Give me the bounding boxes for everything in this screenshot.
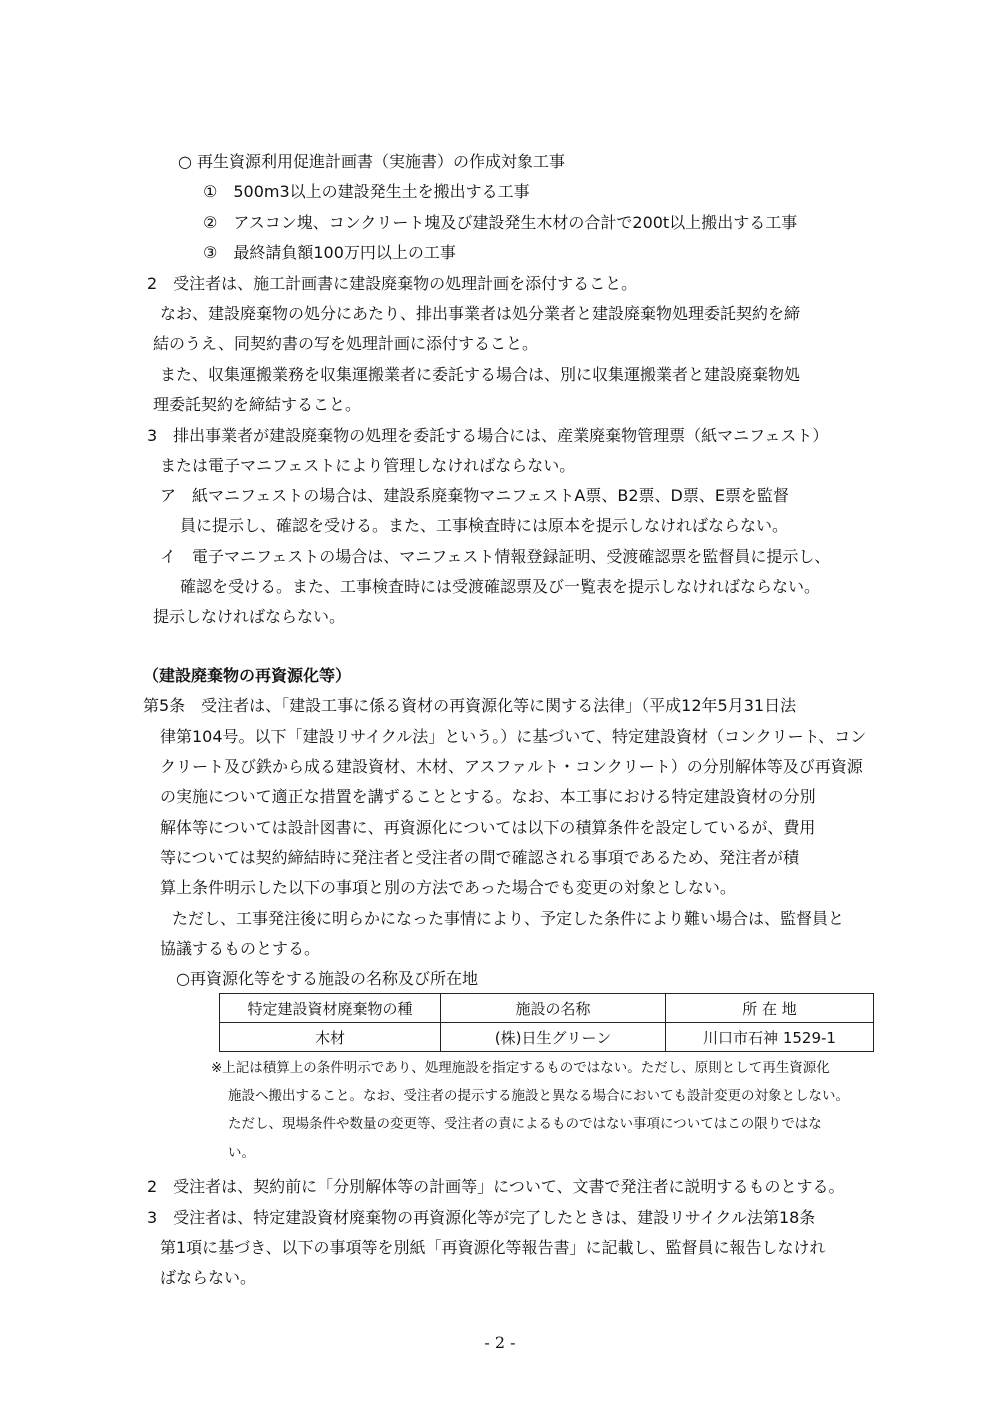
- paragraph-line: 員に提示し、確認を受ける。また、工事検査時には原本を提示しなければならない。: [180, 516, 789, 535]
- note-line: ただし、現場条件や数量の変更等、受注者の責によるものではない事項についてはこの限りではな: [228, 1116, 822, 1132]
- article-line: 第1項に基づき、以下の事項等を別紙「再資源化等報告書」に記載し、監督員に報告しなけれ: [160, 1238, 826, 1257]
- table-cell: 木材: [220, 1023, 441, 1052]
- table-header-cell: 所 在 地: [666, 994, 874, 1023]
- page-number: - 2 -: [484, 1333, 516, 1352]
- article-line: ばならない。: [160, 1268, 257, 1287]
- note-line: ※上記は積算上の条件明示であり、処理施設を指定するものではない。ただし、原則として再生資源化: [211, 1060, 830, 1076]
- article-line: 解体等については設計図書に、再資源化については以下の積算条件を設定しているが、費用: [160, 818, 816, 837]
- paragraph-line: 結のうえ、同契約書の写を処理計画に添付すること。: [153, 334, 538, 353]
- table-header-cell: 施設の名称: [441, 994, 666, 1023]
- paragraph-line: ア 紙マニフェストの場合は、建設系廃棄物マニフェストA票、B2票、D票、E票を監督: [160, 486, 789, 505]
- facility-table: [219, 993, 874, 1052]
- paragraph-line: 確認を受ける。また、工事検査時には受渡確認票及び一覧表を提示しなければならない。: [180, 577, 821, 596]
- paragraph-line: イ 電子マニフェストの場合は、マニフェスト情報登録証明、受渡確認票を監督員に提示し、: [160, 547, 831, 566]
- list-item: ③ 最終請負額100万円以上の工事: [203, 243, 456, 262]
- paragraph-line: また、収集運搬業務を収集運搬業者に委託する場合は、別に収集運搬業者と建設廃棄物処: [160, 365, 801, 384]
- article-line: 第5条 受注者は、「建設工事に係る資材の再資源化等に関する法律」（平成12年5月31日法: [143, 696, 797, 715]
- article-line: の実施について適正な措置を講ずることとする。なお、本工事における特定建設資材の分別: [160, 787, 816, 806]
- note-line: 施設へ搬出すること。なお、受注者の提示する施設と異なる場合においても設計変更の対象としない。: [228, 1088, 849, 1104]
- paragraph-line: 2 受注者は、施工計画書に建設廃棄物の処理計画を添付すること。: [147, 274, 638, 293]
- article-line: 算上条件明示した以下の事項と別の方法であった場合でも変更の対象としない。: [160, 878, 736, 897]
- section-heading: （建設廃棄物の再資源化等）: [143, 666, 352, 685]
- article-line: 等については契約締結時に発注者と受注者の間で確認される事項であるため、発注者が積: [160, 848, 800, 867]
- list-item: ① 500m3以上の建設発生土を搬出する工事: [203, 182, 530, 201]
- article-line: 2 受注者は、契約前に「分別解体等の計画等」について、文書で発注者に説明するものとする。: [147, 1177, 845, 1196]
- paragraph-line: 理委託契約を締結すること。: [153, 395, 362, 414]
- article-line: クリート及び鉄から成る建設資材、木材、アスファルト・コンクリート）の分別解体等及び再資源: [160, 757, 863, 776]
- table-cell: 川口市石神 1529-1: [666, 1023, 874, 1052]
- article-line: 協議するものとする。: [160, 939, 321, 958]
- table-header-cell: 特定建設資材廃棄物の種: [220, 994, 441, 1023]
- paragraph-line: または電子マニフェストにより管理しなければならない。: [160, 456, 576, 475]
- note-line: い。: [228, 1145, 255, 1161]
- paragraph-line: なお、建設廃棄物の処分にあたり、排出事業者は処分業者と建設廃棄物処理委託契約を締: [160, 304, 801, 323]
- bullet-title: ○ 再生資源利用促進計画書（実施書）の作成対象工事: [178, 152, 566, 171]
- table-caption: ○再資源化等をする施設の名称及び所在地: [176, 969, 478, 988]
- table-cell: (株)日生グリーン: [441, 1023, 666, 1052]
- table-row: [220, 1023, 874, 1052]
- list-item: ② アスコン塊、コンクリート塊及び建設発生木材の合計で200t以上搬出する工事: [203, 213, 798, 232]
- table-header-row: [220, 994, 874, 1023]
- article-line: 律第104号。以下「建設リサイクル法」という。）に基づいて、特定建設資材（コンクリート、コン: [160, 727, 867, 746]
- article-line: 3 受注者は、特定建設資材廃棄物の再資源化等が完了したときは、建設リサイクル法第18条: [147, 1208, 816, 1227]
- paragraph-line: 提示しなければならない。: [153, 607, 346, 626]
- article-line: ただし、工事発注後に明らかになった事情により、予定した条件により難い場合は、監督員と: [172, 909, 845, 928]
- paragraph-line: 3 排出事業者が建設廃棄物の処理を委託する場合には、産業廃棄物管理票（紙マニフェスト）: [147, 426, 829, 445]
